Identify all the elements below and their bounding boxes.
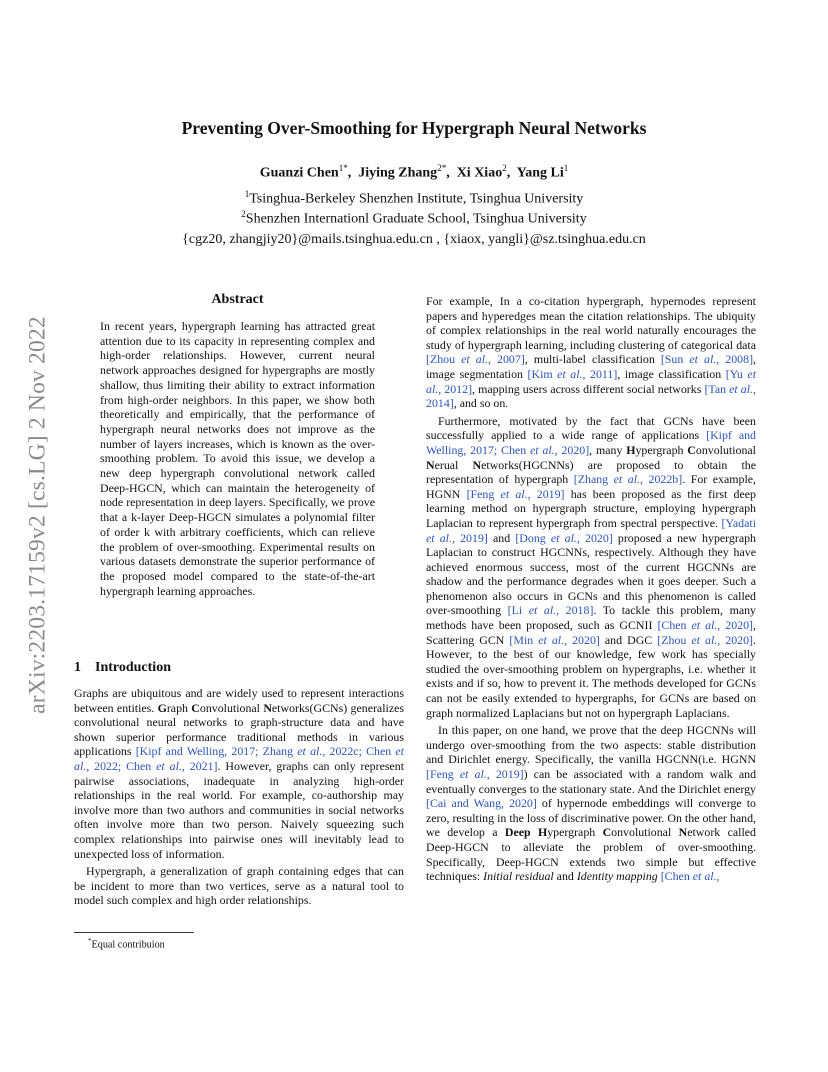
text-run: Deep H [504,825,548,840]
text-run: proposed a new hypergraph Laplacian to construct HGCNNs, respectively. Although they have achieved enormous success, most of the current HGCNNs are shadow and the performance degrades when it goes deeper. Such a phenomenon also occurs in GCNs and this phenomenon is called over-smoothing [426,530,756,618]
text-run: onvolutional [199,700,264,715]
abstract-body: In recent years, hypergraph learning has attracted great attention due to its capacity in representing complex and high-order relationships. However, current neural network approaches designed for hypergraphs are mostly shallow, thus limiting their ability to extract information from high-order neighbors. In this paper, we show both theoretically and empirically, that the performance of hypergraph neural networks does not improve as the number of layers increases, which is known as the over-smoothing problem. To avoid this issue, we develop a new deep hypergraph convolutional network called Deep-HGCN, which can maintain the heterogeneity of node representation in deep layers. Specifically, we prove that a k-layer Deep-HGCN simulates a polynomial filter of order k with arbitrary coefficients, which can relieve the problem of over-smoothing. Experimental results on various datasets demonstrate the superior performance of the proposed model compared to the state-of-the-art hypergraph learning approaches. [100,319,375,598]
author-list: Guanzi Chen$^{1*}$, Jiying Zhang$^{2*}$, Xi Xiao$^2$, Yang Li$^1$ [259,163,569,181]
text-run: Initial residual [483,869,554,884]
author-name: Xi Xiao [456,165,503,181]
text-run: ypergraph [635,442,688,457]
affiliation-text: Shenzhen Internationl Graduate School, Tsinghua University [245,211,587,227]
paper-title: Preventing Over-Smoothing for Hypergraph Neural Networks [181,118,647,138]
text-run: . For example, HGNN [426,472,757,501]
citation-link[interactable]: , 2011] [582,366,618,381]
paragraph [426,294,756,411]
citation-link[interactable]: [Yu [725,366,748,381]
abstract-heading: Abstract [211,292,264,307]
citation-link[interactable]: , 2008] [716,352,754,367]
citation-link[interactable]: et al. [426,366,757,396]
text-run: and [487,530,516,545]
text-run: , and so on. [453,396,509,411]
text-run: and DGC [599,632,658,647]
text-run: , multi-label classification [524,352,661,367]
text-run: H [626,442,636,457]
affiliation-mark: 1 [244,189,250,199]
citation-link[interactable]: [Chen [660,869,693,884]
footnote [88,937,165,950]
citation-link[interactable]: [Feng [426,767,460,781]
footnote-rule [74,932,194,933]
citation-link[interactable]: et al. [156,758,182,773]
paragraph [74,864,404,908]
text-run: N [472,457,482,472]
citation-link[interactable]: [Cai and Wang, 2020] [426,796,537,811]
text-run: onvolutional [695,442,756,457]
affiliation-text: Tsinghua-Berkeley Shenzhen Institute, Tsinghua University [249,191,584,207]
section-number: 1 [74,660,81,675]
text-run: onvolutional [611,825,679,840]
text-run: N [678,825,688,840]
citation-link[interactable]: [Zhou [426,352,462,367]
text-run: N [426,457,435,472]
citation-link[interactable]: et al. [529,442,555,457]
text-run: Graphs are ubiquitous and are widely used to represent interactions between entities. [74,686,404,715]
author-name: Guanzi Chen [259,165,339,181]
text-run: etworks(HGCNNs) are proposed to obtain the representation of hypergraph [426,457,756,487]
citation-link[interactable]: et al. [613,472,640,487]
citation-link[interactable]: , 2021] [181,758,218,773]
citation-link[interactable]: et al. [692,869,717,884]
text-run: Hypergraph, a generalization of graph containing edges that can be incident to more than two vertices, serve as a natural tool to model such complex and high order relationships. [74,864,404,908]
citation-link[interactable]: et al. [74,744,404,773]
citation-link[interactable]: , 2012] [438,381,473,396]
author-emails: {cgz20, zhangjiy20}@mails.tsinghua.edu.cn , {xiaox, yangli}@sz.tsinghua.edu.cn [182,232,646,247]
text-run: Furthermore, motivated by the fact that GCNs have been successfully applied to a wide range of applications [426,413,756,443]
citation-link[interactable]: et al. [459,767,487,781]
text-run: has been proposed as the first deep learning method on hypergraph structure, employing hypergraph Laplacian to represent hypergraph from spectral perspective. [426,486,756,530]
footnote-mark: * [88,937,92,945]
text-run: G [157,700,167,715]
citation-link[interactable]: et al. [500,486,528,501]
citation-link[interactable]: [Min [509,632,539,647]
text-run: , mapping users across different social networks [472,381,705,396]
text-run: C [191,700,200,715]
citation-link[interactable]: et al. [538,632,565,647]
citation-link[interactable]: , 2020] [564,632,600,647]
text-run: , image segmentation [426,352,757,381]
affiliation-2 [0,209,828,228]
author-name: Yang Li [516,165,564,181]
text-run: and [553,869,577,884]
citation-link[interactable]: [Zhou [657,632,692,647]
citation-link[interactable]: [Yadati [721,515,756,530]
text-run: , many [589,442,627,457]
author-name: Jiying Zhang [358,165,438,181]
citation-link[interactable]: , [716,869,720,884]
text-run: . However, graphs can only represent pairwise associations, inadequate in analyzing high-order relationships in the real world. For example, co-authorship may involve more than two authors and communities in social networks often involve more than two person. Naively squeezing such complex relationships into pairwise ones will inevitably lead to unexpected loss of information. [74,758,405,861]
citation-link[interactable]: , 2019] [486,767,524,781]
citation-link[interactable]: et al. [729,381,754,396]
citation-link[interactable]: et al. [689,352,717,367]
text-run: , image classification [617,366,726,381]
text-run: of hypernode embeddings will converge to zero, resulting in the loss of discriminative power. On the other hand, we develop a [426,796,757,840]
citation-link[interactable]: , 2020] [576,530,613,545]
text-run: . However, to the best of our knowledge, few work has specially studied the over-smoothing problem on hypergraphs, i.e. whether it exists and if so, how to prevent it. The methods developed for GCNs can not be easily extended to hypergraphs, for GCNs are based on graph normalized Laplacians but not on hypergraph Laplacians. [426,632,756,720]
text-run: raph [166,700,192,715]
citation-link[interactable]: [Chen [657,618,692,633]
citation-link[interactable]: [Feng [466,486,501,501]
section-heading [74,660,171,676]
citation-link[interactable]: et al. [461,352,488,367]
author-mark: 1 [563,163,569,173]
citation-link[interactable]: [Zhang [573,472,614,487]
citation-link[interactable]: , 2019] [451,530,488,545]
text-run: . To tackle this problem, many methods have been proposed, such as GCNII [426,603,756,633]
citation-link[interactable]: , 2020] [717,632,754,647]
paragraph [426,723,756,884]
citation-link[interactable]: , 2022; Chen [86,758,157,773]
text-run: ) can be associated with a random walk and eventually converges to the stationary state. And the Dirichlet energy [426,767,757,796]
text-run: N [263,700,272,715]
text-run: C [602,825,612,840]
affiliation-1 [0,189,828,208]
text-run: , Scattering GCN [426,618,756,647]
section-title: Introduction [95,660,171,675]
citation-link[interactable]: , 2020] [554,442,590,457]
citation-link[interactable]: et al. [550,530,577,545]
text-run: ypergraph [547,825,603,840]
text-run: For example, In a co-citation hypergraph, hypernodes represent papers and hyperedges mean the citation relationships. The ubiquity of complex relationships in the real world naturally encourages the study of hypergraph learning, including clustering of categorical data [426,294,756,352]
arxiv-identifier: arXiv:2203.17159v2 [cs.LG] 2 Nov 2022 [24,316,51,714]
author-mark: 1* [338,163,348,173]
citation-link[interactable]: [Kim [527,366,558,381]
citation-link[interactable]: [Dong [515,530,551,545]
citation-link[interactable]: [Li [507,603,529,618]
citation-link[interactable]: , 2019] [527,486,565,501]
intro-left-column [74,686,404,908]
paragraph [74,686,404,861]
citation-link[interactable]: , 2014] [426,381,757,411]
text-run: Identity mapping [576,869,658,884]
text-run: etworks(GCNs) generalizes convolutional neural networks to graph-structure data and have shown superior performance traditional methods in various applications [74,700,404,759]
citation-link[interactable]: , 2022b] [640,472,683,487]
citation-link[interactable]: , 2018] [556,603,594,618]
author-mark: 2* [437,163,447,173]
citation-link[interactable]: , 2007] [488,352,525,367]
citation-link[interactable]: [Kipf and Welling, 2017; Chen [426,428,756,457]
footnote-text: Equal contribuion [91,939,165,951]
text-run: erual [434,457,473,472]
text-run: etwork called Deep-HGCN to alleviate the problem of over-smoothing. Specifically, Deep-HGCN extends two simple but effective techniques: [426,825,756,884]
citation-link[interactable]: [Kipf and Welling, 2017; Zhang [135,744,298,759]
citation-link[interactable]: et al. [691,618,718,633]
citation-link[interactable]: et al. [691,632,718,647]
paragraph [426,414,756,720]
citation-link[interactable]: et al. [426,530,452,545]
citation-link[interactable]: et al. [528,603,557,618]
author-mark: 2 [502,163,507,173]
citation-link[interactable]: et al. [297,744,323,759]
right-column [426,294,756,884]
citation-link[interactable]: [Sun [660,352,690,367]
citation-link[interactable]: [Tan [704,381,730,396]
text-run: In this paper, on one hand, we prove that the deep HGCNNs will undergo over-smoothing from the two aspects: stable distribution and Dirichlet energy. Specifically, the vanilla HGCNN(i.e. HGNN [426,723,756,767]
text-run: C [687,442,696,457]
citation-link[interactable]: , 2020] [717,618,754,633]
arxiv-watermark [20,285,56,745]
citation-link[interactable]: , 2022c; Chen [322,744,396,759]
citation-link[interactable]: et al. [557,366,583,381]
affiliation-mark: 2 [241,209,246,219]
